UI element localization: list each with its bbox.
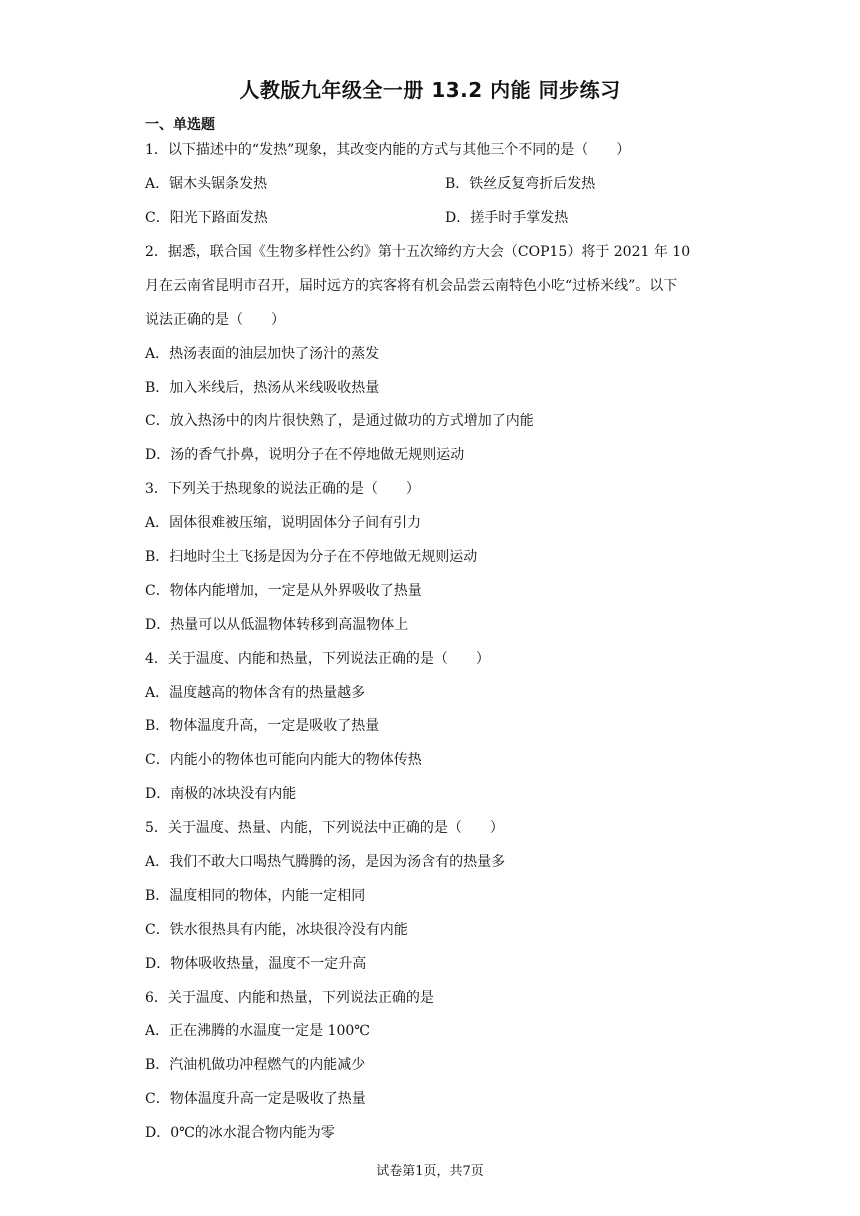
question-3-option-a: A．固体很难被压缩，说明固体分子间有引力	[145, 515, 422, 531]
question-4-option-d: D．南极的冰块没有内能	[145, 786, 297, 802]
question-2-option-b: B．加入米线后，热汤从米线吸收热量	[145, 380, 380, 396]
question-6-option-c: C．物体温度升高一定是吸收了热量	[145, 1091, 366, 1107]
question-4-option-b: B．物体温度升高，一定是吸收了热量	[145, 718, 380, 734]
question-3-option-c: C．物体内能增加，一定是从外界吸收了热量	[145, 583, 422, 599]
question-3-option-b: B．扫地时尘土飞扬是因为分子在不停地做无规则运动	[145, 549, 478, 565]
question-4-option-a: A．温度越高的物体含有的热量越多	[145, 685, 366, 701]
question-2-stem-line-3: 说法正确的是（ ）	[145, 312, 285, 328]
question-3-stem: 3．下列关于热现象的说法正确的是（ ）	[145, 481, 420, 497]
question-6-option-d: D．0℃的冰水混合物内能为零	[145, 1125, 335, 1141]
page-footer: 试卷第1页，共7页	[376, 1164, 484, 1179]
question-2-option-a: A．热汤表面的油层加快了汤汁的蒸发	[145, 346, 380, 362]
question-2-option-c: C．放入热汤中的肉片很快熟了，是通过做功的方式增加了内能	[145, 413, 534, 429]
question-1-option-b: B．铁丝反复弯折后发热	[445, 176, 596, 192]
question-3-option-d: D．热量可以从低温物体转移到高温物体上	[145, 617, 409, 633]
question-5-stem: 5．关于温度、热量、内能，下列说法中正确的是（ ）	[145, 820, 504, 836]
section-heading: 一、单选题	[145, 117, 215, 133]
question-6-option-a: A．正在沸腾的水温度一定是 100℃	[145, 1023, 370, 1039]
question-4-stem: 4．关于温度、内能和热量，下列说法正确的是（ ）	[145, 651, 490, 667]
question-1-option-a: A．锯木头锯条发热	[145, 176, 268, 192]
question-6-stem: 6．关于温度、内能和热量，下列说法正确的是	[145, 990, 434, 1006]
page-title: 人教版九年级全一册 13.2 内能 同步练习	[239, 78, 621, 102]
question-5-option-d: D．物体吸收热量，温度不一定升高	[145, 956, 367, 972]
question-1-option-c: C．阳光下路面发热	[145, 210, 268, 226]
question-2-stem-line-1: 2．据悉，联合国《生物多样性公约》第十五次缔约方大会（COP15）将于 2021 年 10	[145, 244, 691, 260]
question-6-option-b: B．汽油机做功冲程燃气的内能减少	[145, 1057, 366, 1073]
question-1-stem: 1．以下描述中的“发热”现象，其改变内能的方式与其他三个不同的是（ ）	[145, 142, 631, 158]
question-1-option-d: D．搓手时手掌发热	[445, 210, 569, 226]
question-4-option-c: C．内能小的物体也可能向内能大的物体传热	[145, 752, 422, 768]
question-5-option-c: C．铁水很热具有内能，冰块很冷没有内能	[145, 922, 408, 938]
question-2-option-d: D．汤的香气扑鼻，说明分子在不停地做无规则运动	[145, 447, 465, 463]
question-5-option-a: A．我们不敢大口喝热气腾腾的汤，是因为汤含有的热量多	[145, 854, 506, 870]
question-2-stem-line-2: 月在云南省昆明市召开，届时远方的宾客将有机会品尝云南特色小吃“过桥米线”。以下	[145, 278, 678, 294]
question-5-option-b: B．温度相同的物体，内能一定相同	[145, 888, 366, 904]
